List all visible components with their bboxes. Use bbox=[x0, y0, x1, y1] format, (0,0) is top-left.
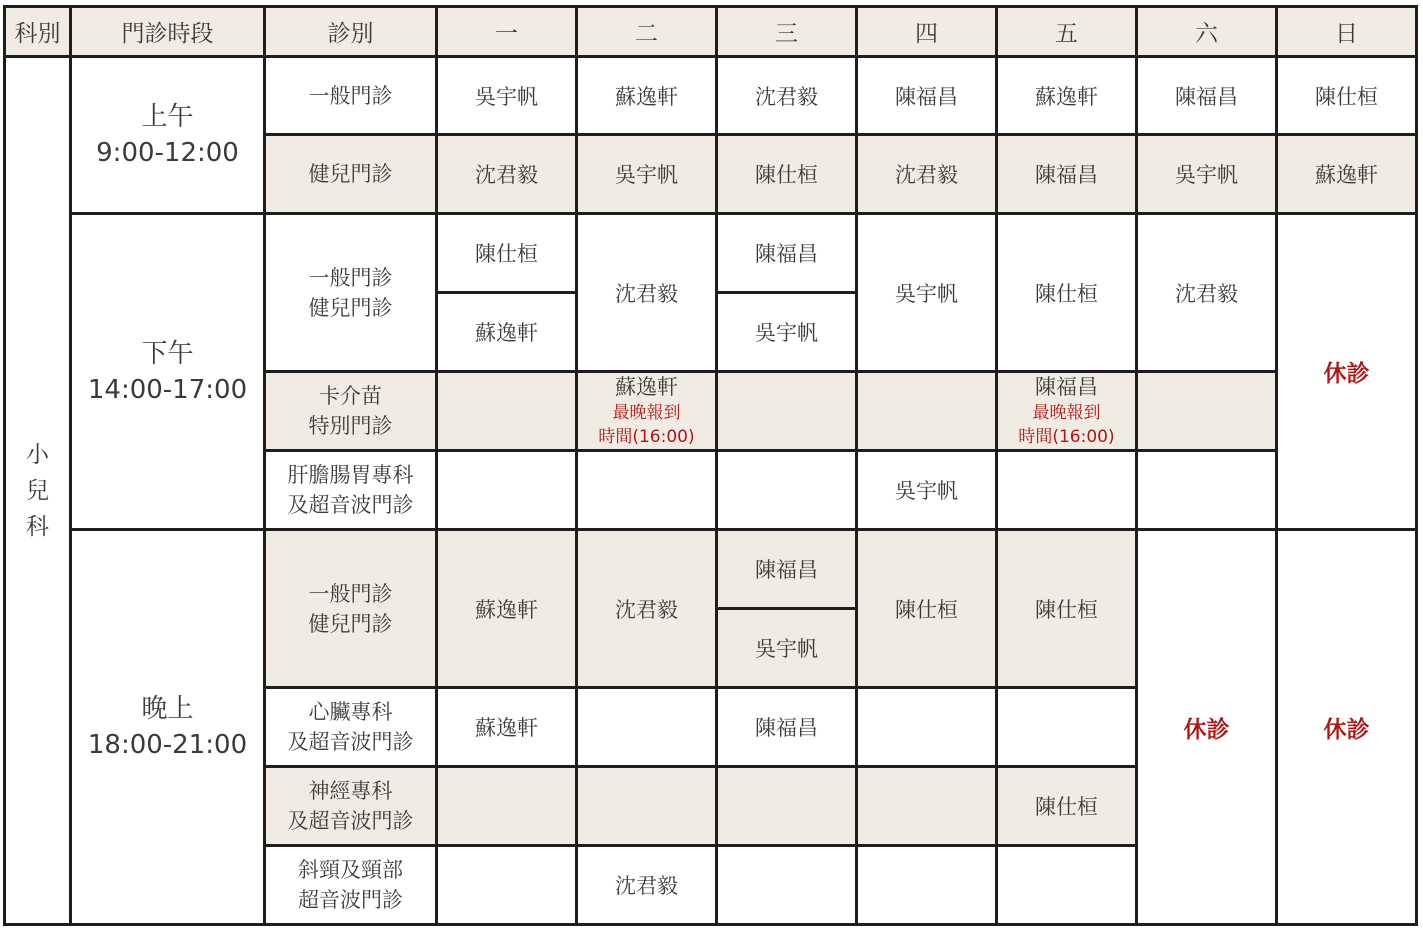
period-afternoon-time: 14:00-17:00 bbox=[87, 374, 248, 405]
clinic-type-neuro bbox=[265, 767, 437, 846]
period-evening bbox=[71, 530, 265, 925]
clinic-type-bcg-line2: 特別門診 bbox=[308, 414, 393, 438]
late-note-line1: 最晚報到 bbox=[612, 403, 681, 423]
empty-cell bbox=[577, 451, 717, 530]
clinic-type-bcg bbox=[265, 372, 437, 451]
doctor-name: 陳福昌 bbox=[1035, 375, 1098, 399]
empty-cell bbox=[857, 688, 997, 767]
clinic-type-general: 一般門診 bbox=[265, 57, 437, 135]
header-row bbox=[5, 7, 1417, 57]
closed-cell: 休診 bbox=[1137, 530, 1277, 925]
late-note-line2: 時間(16:00) bbox=[598, 427, 695, 447]
clinic-schedule-table bbox=[3, 5, 1418, 926]
header-dept: 科別 bbox=[5, 7, 71, 57]
empty-cell bbox=[997, 688, 1137, 767]
empty-cell bbox=[1137, 451, 1277, 530]
clinic-type-cardio-line2: 及超音波門診 bbox=[287, 730, 414, 754]
clinic-type-general-label: 一般門診 bbox=[308, 581, 393, 606]
period-morning-name: 上午 bbox=[141, 102, 194, 132]
empty-cell bbox=[857, 846, 997, 925]
doctor-cell-with-note bbox=[577, 372, 717, 451]
period-morning bbox=[71, 57, 265, 214]
closed-cell: 休診 bbox=[1277, 530, 1417, 925]
doctor-cell: 吳宇帆 bbox=[857, 214, 997, 372]
clinic-type-gi bbox=[265, 451, 437, 530]
table-row bbox=[5, 57, 1417, 135]
empty-cell bbox=[717, 372, 857, 451]
empty-cell bbox=[857, 372, 997, 451]
doctor-cell: 陳仕桓 bbox=[997, 530, 1137, 688]
doctor-cell: 吳宇帆 bbox=[717, 293, 857, 372]
clinic-type-cardio-line1: 心臟專科 bbox=[308, 700, 393, 724]
doctor-cell: 陳仕桓 bbox=[997, 214, 1137, 372]
doctor-cell: 陳福昌 bbox=[717, 214, 857, 293]
late-note-line1: 最晚報到 bbox=[1032, 403, 1101, 423]
empty-cell bbox=[717, 846, 857, 925]
empty-cell bbox=[857, 767, 997, 846]
clinic-type-gi-line2: 及超音波門診 bbox=[287, 493, 414, 517]
table-row bbox=[5, 214, 1417, 293]
late-note-line2: 時間(16:00) bbox=[1018, 427, 1115, 447]
clinic-type-general-wellchild bbox=[265, 214, 437, 372]
doctor-cell: 吳宇帆 bbox=[717, 609, 857, 688]
empty-cell bbox=[577, 767, 717, 846]
doctor-cell: 沈君毅 bbox=[857, 135, 997, 214]
doctor-cell: 蘇逸軒 bbox=[437, 688, 577, 767]
department-label: 小兒科 bbox=[26, 441, 49, 540]
header-day-tue: 二 bbox=[577, 7, 717, 57]
doctor-cell: 蘇逸軒 bbox=[1277, 135, 1417, 214]
header-day-sat: 六 bbox=[1137, 7, 1277, 57]
doctor-cell: 沈君毅 bbox=[577, 530, 717, 688]
clinic-type-neuro-line1: 神經專科 bbox=[308, 779, 393, 803]
doctor-cell: 陳福昌 bbox=[857, 57, 997, 135]
empty-cell bbox=[717, 767, 857, 846]
schedule-wrapper bbox=[3, 5, 1418, 926]
empty-cell bbox=[577, 688, 717, 767]
header-day-fri: 五 bbox=[997, 7, 1137, 57]
doctor-cell: 陳仕桓 bbox=[717, 135, 857, 214]
doctor-cell: 沈君毅 bbox=[717, 57, 857, 135]
department-cell bbox=[5, 57, 71, 925]
doctor-cell: 陳仕桓 bbox=[997, 767, 1137, 846]
clinic-type-neck-line2: 超音波門診 bbox=[298, 888, 403, 912]
period-evening-name: 晚上 bbox=[141, 694, 194, 724]
empty-cell bbox=[1137, 372, 1277, 451]
period-evening-time: 18:00-21:00 bbox=[87, 730, 248, 760]
table-row bbox=[5, 530, 1417, 609]
header-day-sun: 日 bbox=[1277, 7, 1417, 57]
header-type: 診別 bbox=[265, 7, 437, 57]
doctor-cell: 沈君毅 bbox=[577, 214, 717, 372]
empty-cell bbox=[437, 767, 577, 846]
empty-cell bbox=[997, 451, 1137, 530]
period-afternoon-name: 下午 bbox=[141, 338, 194, 369]
doctor-cell: 吳宇帆 bbox=[577, 135, 717, 214]
doctor-cell: 陳仕桓 bbox=[437, 214, 577, 293]
doctor-cell: 蘇逸軒 bbox=[997, 57, 1137, 135]
clinic-type-neck bbox=[265, 846, 437, 925]
doctor-cell: 陳仕桓 bbox=[857, 530, 997, 688]
clinic-type-general-wellchild bbox=[265, 530, 437, 688]
doctor-cell: 蘇逸軒 bbox=[577, 57, 717, 135]
doctor-cell: 沈君毅 bbox=[1137, 214, 1277, 372]
closed-cell: 休診 bbox=[1277, 214, 1417, 530]
empty-cell bbox=[997, 846, 1137, 925]
doctor-cell-with-note bbox=[997, 372, 1137, 451]
empty-cell bbox=[717, 451, 857, 530]
doctor-cell: 吳宇帆 bbox=[437, 57, 577, 135]
clinic-type-wellchild-label: 健兒門診 bbox=[308, 611, 393, 636]
doctor-name: 蘇逸軒 bbox=[615, 375, 678, 399]
header-day-mon: 一 bbox=[437, 7, 577, 57]
empty-cell bbox=[437, 451, 577, 530]
doctor-cell: 陳福昌 bbox=[717, 530, 857, 609]
clinic-type-general-label: 一般門診 bbox=[308, 265, 393, 290]
clinic-type-gi-line1: 肝膽腸胃專科 bbox=[287, 463, 414, 487]
clinic-type-neuro-line2: 及超音波門診 bbox=[287, 809, 414, 833]
empty-cell bbox=[437, 846, 577, 925]
doctor-cell: 陳福昌 bbox=[997, 135, 1137, 214]
clinic-type-cardio bbox=[265, 688, 437, 767]
header-day-wed: 三 bbox=[717, 7, 857, 57]
doctor-cell: 沈君毅 bbox=[577, 846, 717, 925]
header-period: 門診時段 bbox=[71, 7, 265, 57]
doctor-cell: 蘇逸軒 bbox=[437, 530, 577, 688]
doctor-cell: 沈君毅 bbox=[437, 135, 577, 214]
clinic-type-wellchild: 健兒門診 bbox=[265, 135, 437, 214]
clinic-type-wellchild-label: 健兒門診 bbox=[308, 295, 393, 320]
period-morning-time: 9:00-12:00 bbox=[96, 138, 239, 168]
header-day-thu: 四 bbox=[857, 7, 997, 57]
doctor-cell: 吳宇帆 bbox=[1137, 135, 1277, 214]
clinic-type-neck-line1: 斜頸及頸部 bbox=[298, 858, 403, 882]
doctor-cell: 陳仕桓 bbox=[1277, 57, 1417, 135]
doctor-cell: 陳福昌 bbox=[717, 688, 857, 767]
doctor-cell: 陳福昌 bbox=[1137, 57, 1277, 135]
empty-cell bbox=[437, 372, 577, 451]
doctor-cell: 吳宇帆 bbox=[857, 451, 997, 530]
clinic-type-bcg-line1: 卡介苗 bbox=[319, 384, 382, 408]
period-afternoon bbox=[71, 214, 265, 530]
doctor-cell: 蘇逸軒 bbox=[437, 293, 577, 372]
